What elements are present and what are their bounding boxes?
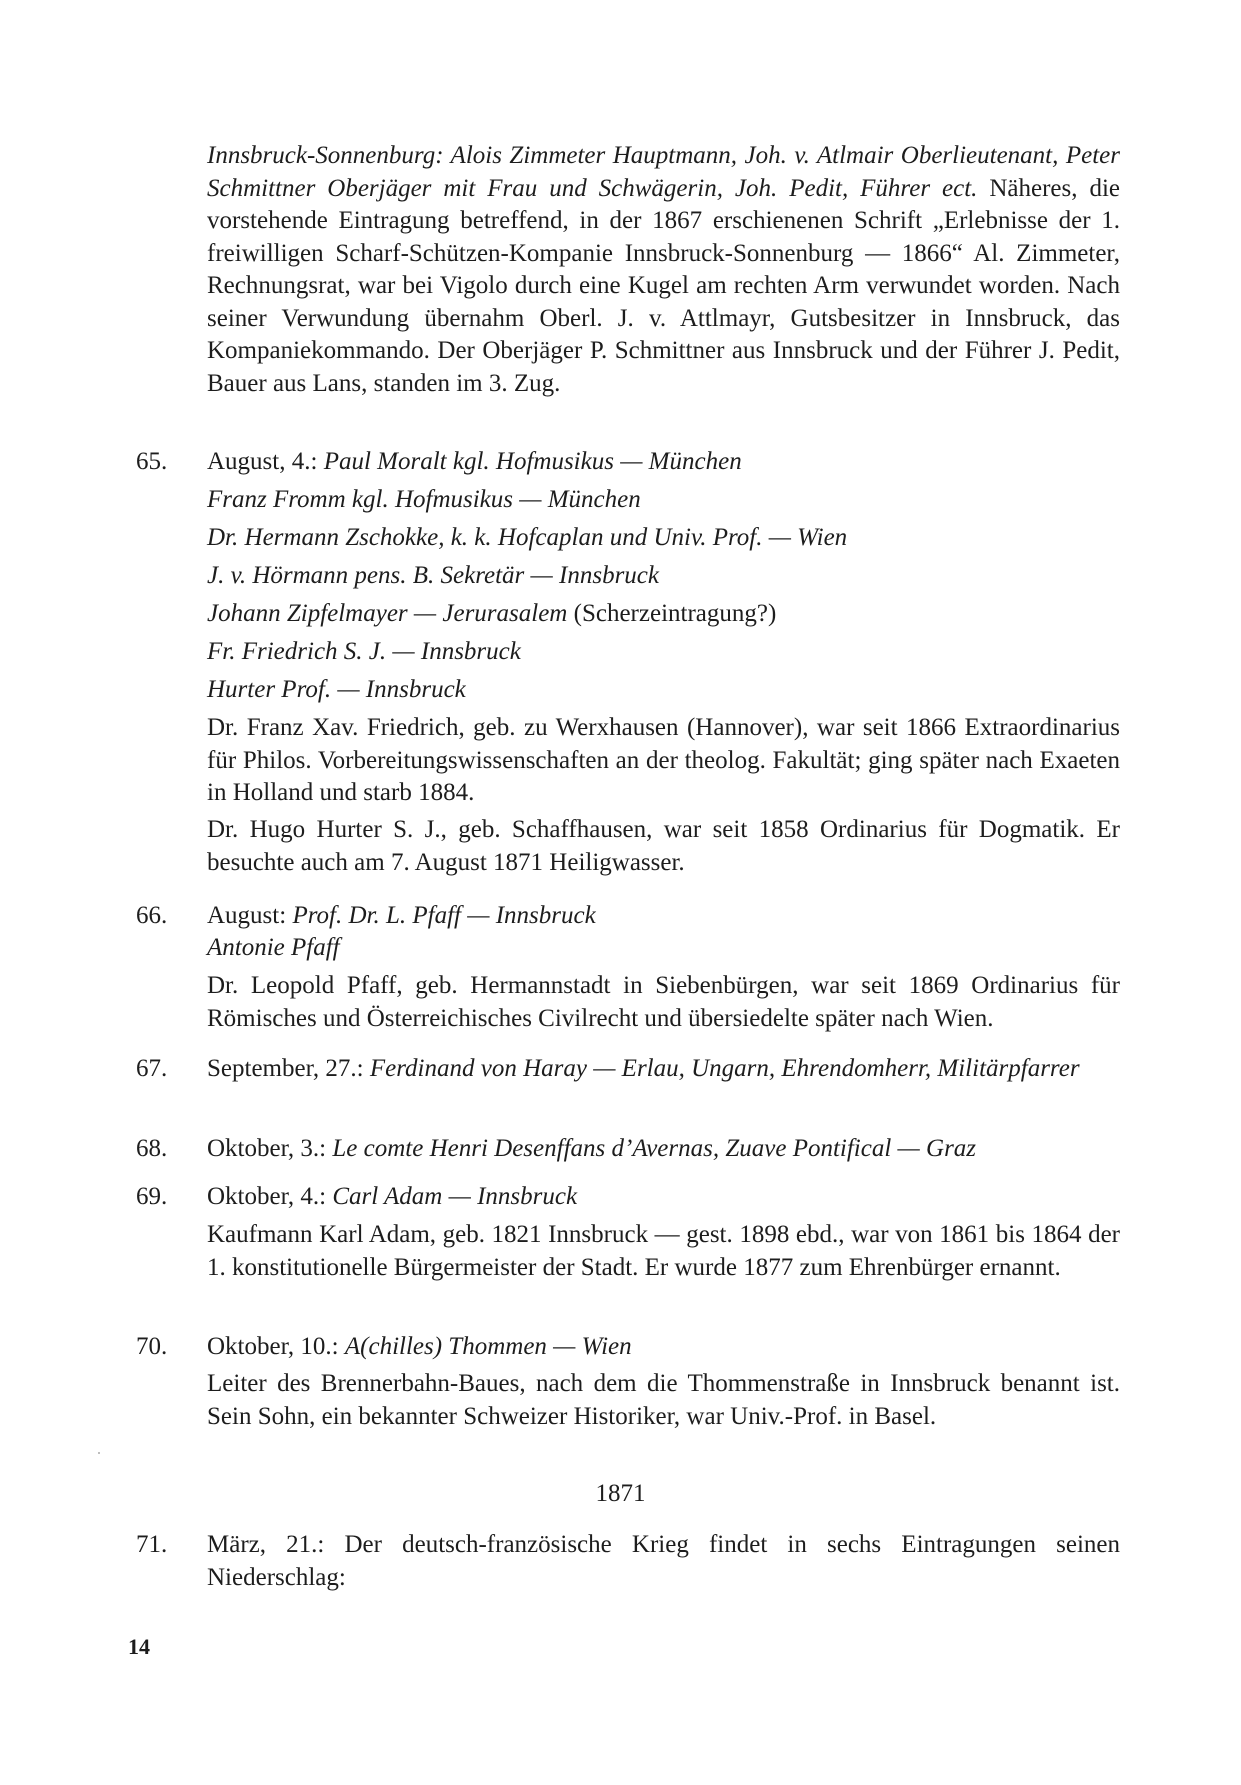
entry-line: Paul Moralt kgl. Hofmusikus — München	[323, 448, 742, 475]
entry-67-text	[207, 1053, 1120, 1086]
entry-line: Antonie Pfaff	[207, 934, 340, 961]
entry-date: Oktober, 10.:	[207, 1333, 339, 1360]
entry-date: Oktober, 4.:	[207, 1183, 327, 1210]
entry-70-line-1	[207, 1331, 1120, 1364]
entry-note: Kaufmann Karl Adam, geb. 1821 Innsbruck — gest. 1898 ebd., war von 1861 bis 1864 der 1. konstitutionelle Bürgermeister der Stadt. Er wurde 1877 zum Ehrenbürger ernannt.	[207, 1221, 1120, 1281]
entry-line: Ferdinand von Haray — Erlau, Ungarn, Ehrendomherr, Militärpfarrer	[369, 1055, 1080, 1082]
entry-line-note: (Scherzeintragung?)	[573, 600, 777, 627]
entry-68-text	[207, 1133, 1120, 1166]
entry-note: Dr. Leopold Pfaff, geb. Hermannstadt in Siebenbürgen, war seit 1869 Ordinarius für Römisches und Österreichisches Civilrecht und übersiedelte später nach Wien.	[207, 972, 1120, 1032]
entry-line: Hurter Prof. — Innsbruck	[207, 676, 466, 703]
entry-line: Franz Fromm kgl. Hofmusikus — München	[207, 486, 641, 513]
entry-71-text	[207, 1529, 1120, 1594]
entry-date: März, 21.:	[207, 1531, 325, 1558]
entry-note: Dr. Franz Xav. Friedrich, geb. zu Werxhausen (Hannover), war seit 1866 Extraordinarius für Philos. Vorbereitungswissenschaften an der theolog. Fakultät; ging später nach Exaeten in Holland und starb 1884.	[207, 714, 1120, 806]
entry-date: September, 27.:	[207, 1055, 364, 1082]
year-heading: 1871	[595, 1480, 646, 1507]
entry-note: Dr. Hugo Hurter S. J., geb. Schaffhausen, war seit 1858 Ordinarius für Dogmatik. Er besuchte auch am 7. August 1871 Heiligwasser.	[207, 816, 1120, 876]
entry-line: Dr. Hermann Zschokke, k. k. Hofcaplan und Univ. Prof. — Wien	[207, 524, 848, 551]
entry-line: Le comte Henri Desenffans d’Avernas, Zuave Pontifical — Graz	[332, 1135, 977, 1162]
entry-65-line-1	[207, 446, 1120, 479]
entry-date: Oktober, 3.:	[207, 1135, 327, 1162]
entry-65-line-5	[207, 598, 1120, 631]
entry-line: Prof. Dr. L. Pfaff — Innsbruck	[292, 902, 596, 929]
entry-line: J. v. Hörmann pens. B. Sekretär — Innsbruck	[207, 562, 659, 589]
entry-note: Leiter des Brennerbahn-Baues, nach dem die Thommenstraße in Innsbruck benannt ist. Sein Sohn, ein bekannter Schweizer Historiker, war Univ.-Prof. in Basel.	[207, 1370, 1120, 1430]
entry-number: 66.	[136, 902, 168, 929]
entry-number: 67.	[136, 1055, 168, 1082]
entry-date: August, 4.:	[207, 448, 318, 475]
entry-number: 69.	[136, 1183, 168, 1210]
continuation-paragraph	[207, 140, 1120, 400]
continuation-text: Näheres, die vorstehende Eintragung betreffend, in der 1867 erschienenen Schrift „Erlebnisse der 1. freiwilligen Scharf-Schützen-Kompanie Innsbruck-Sonnenburg — 1866“ Al. Zimmeter, Rechnungsrat, war bei Vigolo durch eine Kugel am rechten Arm verwundet worden. Nach seiner Verwundung übernahm Oberl. J. v. Attlmayr, Gutsbesitzer in Innsbruck, das Kompaniekommando. Der Oberjäger P. Schmittner aus Innsbruck und der Führer J. Pedit, Bauer aus Lans, standen im 3. Zug.	[207, 174, 1120, 397]
entry-date: August:	[207, 902, 287, 929]
entry-number: 68.	[136, 1135, 168, 1162]
continuation-italic: Innsbruck-Sonnenburg: Alois Zimmeter Hauptmann, Joh. v. Atlmair Oberlieutenant, Peter Schmittner Oberjäger mit Frau und Schwägerin, Joh. Pedit, Führer ect.	[207, 142, 1120, 202]
entry-66-line-1	[207, 900, 1120, 933]
entry-line: A(chilles) Thommen — Wien	[344, 1333, 632, 1360]
entry-text: Der deutsch-französische Krieg findet in sechs Eintragungen seinen Niederschlag:	[207, 1531, 1120, 1591]
entry-number: 71.	[136, 1531, 168, 1558]
entry-number: 70.	[136, 1333, 168, 1360]
entry-69-line-1	[207, 1181, 1120, 1214]
entry-line: Fr. Friedrich S. J. — Innsbruck	[207, 638, 521, 665]
entry-line: Johann Zipfelmayer — Jerurasalem	[207, 600, 568, 627]
page-number: 14	[128, 1634, 150, 1659]
entry-line: Carl Adam — Innsbruck	[332, 1183, 578, 1210]
entry-number: 65.	[136, 448, 168, 475]
scan-speck	[98, 1452, 100, 1454]
